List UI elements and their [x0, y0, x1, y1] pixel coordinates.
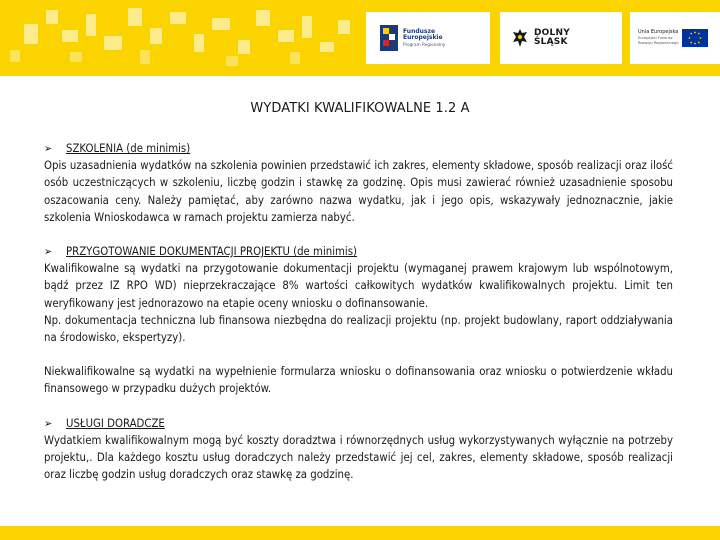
dolny-slask-eagle-icon [512, 28, 528, 48]
logo-fundusze-europejskie [366, 12, 490, 64]
paragraph-dokumentacja: Kwalifikowalne są wydatki na przygotowanie dokumentacji projektu (wymaganej prawem krajowym lub wspólnotowym, bądź przez IZ RPO WD) nieprzekraczające 8% wartości całkowitych wydatków kwalifikowalnych projektu. Limit ten weryfikowany jest jednorazowo na etapie oceny wniosku o dofinansowanie. [44, 262, 673, 310]
section-heading-uslugi-doradcze [44, 415, 673, 432]
content-body [44, 140, 673, 483]
eu-flag-icon [682, 29, 708, 47]
ue-name: Unia Europejska [638, 29, 679, 36]
heading-text: PRZYGOTOWANIE DOKUMENTACJI PROJEKTU (de minimis) [66, 245, 358, 259]
paragraph-niekwalifikowalne: Niekwalifikowalne są wydatki na wypełnienie formularza wniosku o dofinansowania oraz wniosku o potwierdzenie wkładu finansowego w przypadku dużych projektów. [44, 365, 673, 396]
header-banner [0, 0, 720, 76]
section-heading-dokumentacja [44, 243, 673, 260]
fe-line2: Europejskie [403, 33, 443, 41]
ds-line2: ŚLĄSK [534, 37, 568, 47]
arrow-bullet-icon: ➢ [44, 245, 53, 259]
footer-bar [0, 526, 720, 540]
heading-text: USŁUGI DORADCZE [66, 416, 165, 430]
logo-dolny-slask [500, 12, 622, 64]
section-heading-szkolenia [44, 140, 673, 157]
arrow-bullet-icon: ➢ [44, 142, 53, 155]
logo-unia-europejska [630, 12, 720, 64]
page-title: WYDATKI KWALIFIKOWALNE 1.2 A [250, 101, 470, 116]
fe-sub: Program Regionalny [403, 42, 446, 48]
paragraph-dokumentacja-example: Np. dokumentacja techniczna lub finansowa niezbędna do realizacji projektu (np. projekt budowlany, raport oddziaływania na środowisko, ekspertyzy). [44, 313, 673, 345]
fe-line1: Fundusze [403, 27, 436, 35]
paragraph-uslugi-doradcze: Wydatkiem kwalifikowalnym mogą być koszty doradztwa i równorzędnych usług wykorzystywanych wyłącznie na potrzeby projektu,. Dla każdego kosztu usług doradczych należy przedstawić jej cel, zakres, elementy składowe, sposób realizacji oraz liczbę godzin usług doradczych oraz stawkę za godzinę. [44, 433, 673, 482]
fundusze-europejskie-logo-icon [380, 25, 398, 51]
paragraph-szkolenia: Opis uzasadnienia wydatków na szkolenia powinien przedstawić ich zakres, elementy składowe, sposób realizacji oraz ilość osób uczestniczących w szkoleniu, liczbę godzin i stawkę za godzinę. Opis musi zawierać również uzasadnienie sposobu oszacowania ceny. Należy pamiętać, aby zarówno nazwa wydatku, jak i jego opis, wskazywały jednoznacznie, jakie szkolenia Wnioskodawca w ramach projektu zamierza nabyć. [44, 159, 673, 224]
arrow-bullet-icon: ➢ [44, 416, 53, 430]
ue-sub2: Rozwoju Regionalnego [638, 40, 679, 45]
heading-text: SZKOLENIA (de minimis) [66, 142, 191, 155]
ds-line1: DOLNY [534, 28, 570, 38]
ue-sub1: Europejski Fundusz [638, 35, 673, 40]
